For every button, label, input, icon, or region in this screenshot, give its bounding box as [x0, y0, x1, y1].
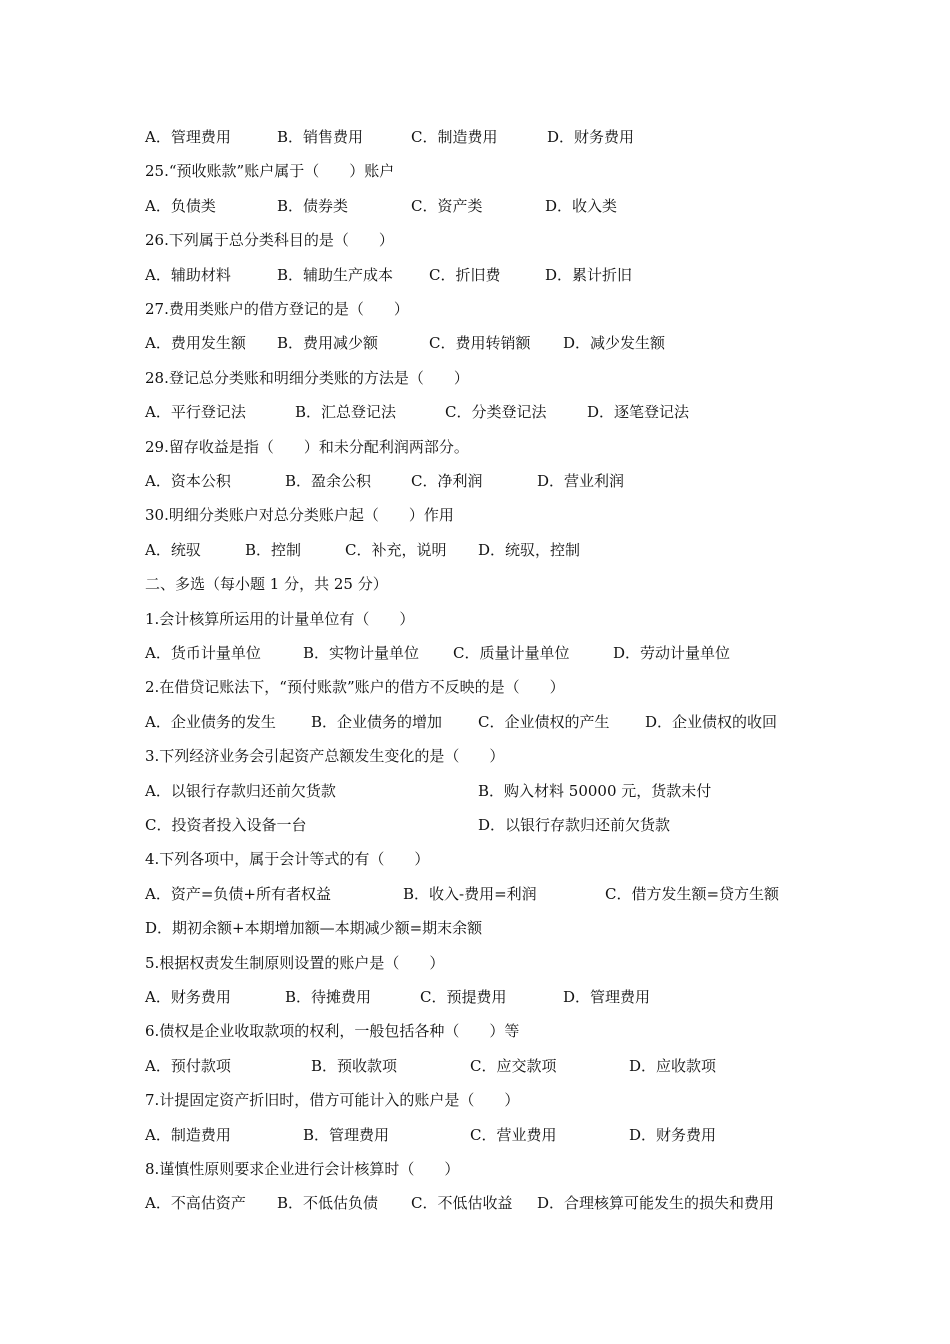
- question-text: 30.明细分类账户对总分类账户起（ ）作用: [145, 506, 454, 525]
- question-text: 6.债权是企业收取款项的权利，一般包括各种（ ）等: [145, 1022, 520, 1041]
- question-text: 29.留存收益是指（ ）和未分配利润两部分。: [145, 437, 469, 456]
- option-a: A．货币计量单位: [145, 644, 261, 662]
- option-b: B．购入材料 50000 元，货款未付: [478, 781, 712, 800]
- option-b: B．企业债务的增加: [311, 712, 443, 731]
- option-a: A．不高估资产: [145, 1194, 246, 1213]
- option-d: D．财务费用: [629, 1125, 717, 1144]
- question-text: 28.登记总分类账和明细分类账的方法是（ ）: [145, 368, 469, 387]
- option-b: B．销售费用: [277, 128, 364, 146]
- option-d: D．应收款项: [629, 1056, 717, 1075]
- option-c: C．折旧费: [429, 265, 501, 284]
- option-d: D．减少发生额: [563, 334, 666, 353]
- option-b: B．管理费用: [303, 1125, 390, 1144]
- option-a: A．负债类: [145, 196, 216, 215]
- option-d: D．逐笔登记法: [587, 403, 690, 422]
- option-a: A．费用发生额: [145, 334, 246, 353]
- option-a: A．管理费用: [145, 128, 231, 146]
- option-a: C．投资者投入设备一台: [145, 816, 307, 834]
- question-text: 1.会计核算所运用的计量单位有（ ）: [145, 609, 415, 628]
- option-a: A．平行登记法: [145, 403, 246, 422]
- option-d: D．收入类: [545, 196, 618, 215]
- option-c: C．资产类: [411, 196, 483, 215]
- option-c: C．制造费用: [411, 128, 498, 146]
- option-a: A．统驭: [145, 540, 201, 559]
- option-a: A．制造费用: [145, 1125, 231, 1144]
- option-c: C．营业费用: [470, 1125, 557, 1144]
- option-c: C．分类登记法: [445, 403, 547, 422]
- option-a: A．以银行存款归还前欠货款: [145, 781, 336, 800]
- option-b: B．预收款项: [311, 1056, 398, 1075]
- option-a: A．辅助材料: [145, 265, 231, 284]
- question-text: 7.计提固定资产折旧时，借方可能计入的账户是（ ）: [145, 1091, 520, 1110]
- option-c: C．应交款项: [470, 1056, 557, 1075]
- option-d: D．累计折旧: [545, 265, 633, 284]
- question-text: 27.费用类账户的借方登记的是（ ）: [145, 300, 409, 318]
- option-a: A．预付款项: [145, 1056, 231, 1075]
- option-d: D．营业利润: [537, 472, 625, 490]
- option-c: C．质量计量单位: [453, 644, 570, 662]
- option-b: B．汇总登记法: [295, 403, 397, 422]
- option-b: B．盈余公积: [285, 472, 372, 490]
- option-b: D．以银行存款归还前欠货款: [478, 816, 671, 834]
- option-c: C．预提费用: [420, 988, 507, 1006]
- option-b: B．辅助生产成本: [277, 265, 394, 284]
- question-text: 8.谨慎性原则要求企业进行会计核算时（ ）: [145, 1160, 460, 1178]
- section-heading: 二、多选（每小题 1 分，共 25 分）: [145, 575, 388, 594]
- option-c: C．不低估收益: [411, 1194, 513, 1213]
- option-b: B．控制: [245, 540, 302, 559]
- option-c: C．补充，说明: [345, 540, 447, 559]
- question-text: 26.下列属于总分类科目的是（ ）: [145, 231, 394, 250]
- option-b: B．实物计量单位: [303, 644, 420, 662]
- question-text: D．期初余额+本期增加额—本期减少额=期末余额: [145, 919, 483, 938]
- question-text: 4.下列各项中，属于会计等式的有（ ）: [145, 850, 430, 869]
- option-d: D．合理核算可能发生的损失和费用: [537, 1194, 775, 1213]
- question-text: 3.下列经济业务会引起资产总额发生变化的是（ ）: [145, 747, 505, 766]
- option-c: C．费用转销额: [429, 334, 531, 353]
- option-d: D．劳动计量单位: [613, 644, 731, 662]
- option-b: B．收入-费用=利润: [403, 884, 537, 903]
- option-b: B．债券类: [277, 196, 349, 215]
- option-c: C．借方发生额=贷方生额: [605, 884, 780, 903]
- option-a: A．财务费用: [145, 988, 231, 1006]
- option-c: C．净利润: [411, 472, 483, 490]
- option-d: D．管理费用: [563, 988, 651, 1006]
- question-text: 5.根据权责发生制原则设置的账户是（ ）: [145, 953, 445, 972]
- option-b: B．费用减少额: [277, 334, 379, 353]
- option-a: A．资产=负债+所有者权益: [145, 884, 331, 903]
- option-a: A．企业债务的发生: [145, 712, 276, 731]
- option-b: B．不低估负债: [277, 1194, 379, 1213]
- option-b: B．待摊费用: [285, 988, 372, 1006]
- option-c: C．企业债权的产生: [478, 712, 610, 731]
- question-text: 25.“预收账款”账户属于（ ）账户: [145, 162, 395, 181]
- option-a: A．资本公积: [145, 472, 231, 490]
- option-d: D．企业债权的收回: [645, 712, 778, 731]
- option-d: D．统驭，控制: [478, 540, 581, 559]
- option-d: D．财务费用: [547, 128, 635, 146]
- question-text: 2.在借贷记账法下，“预付账款”账户的借方不反映的是（ ）: [145, 678, 565, 697]
